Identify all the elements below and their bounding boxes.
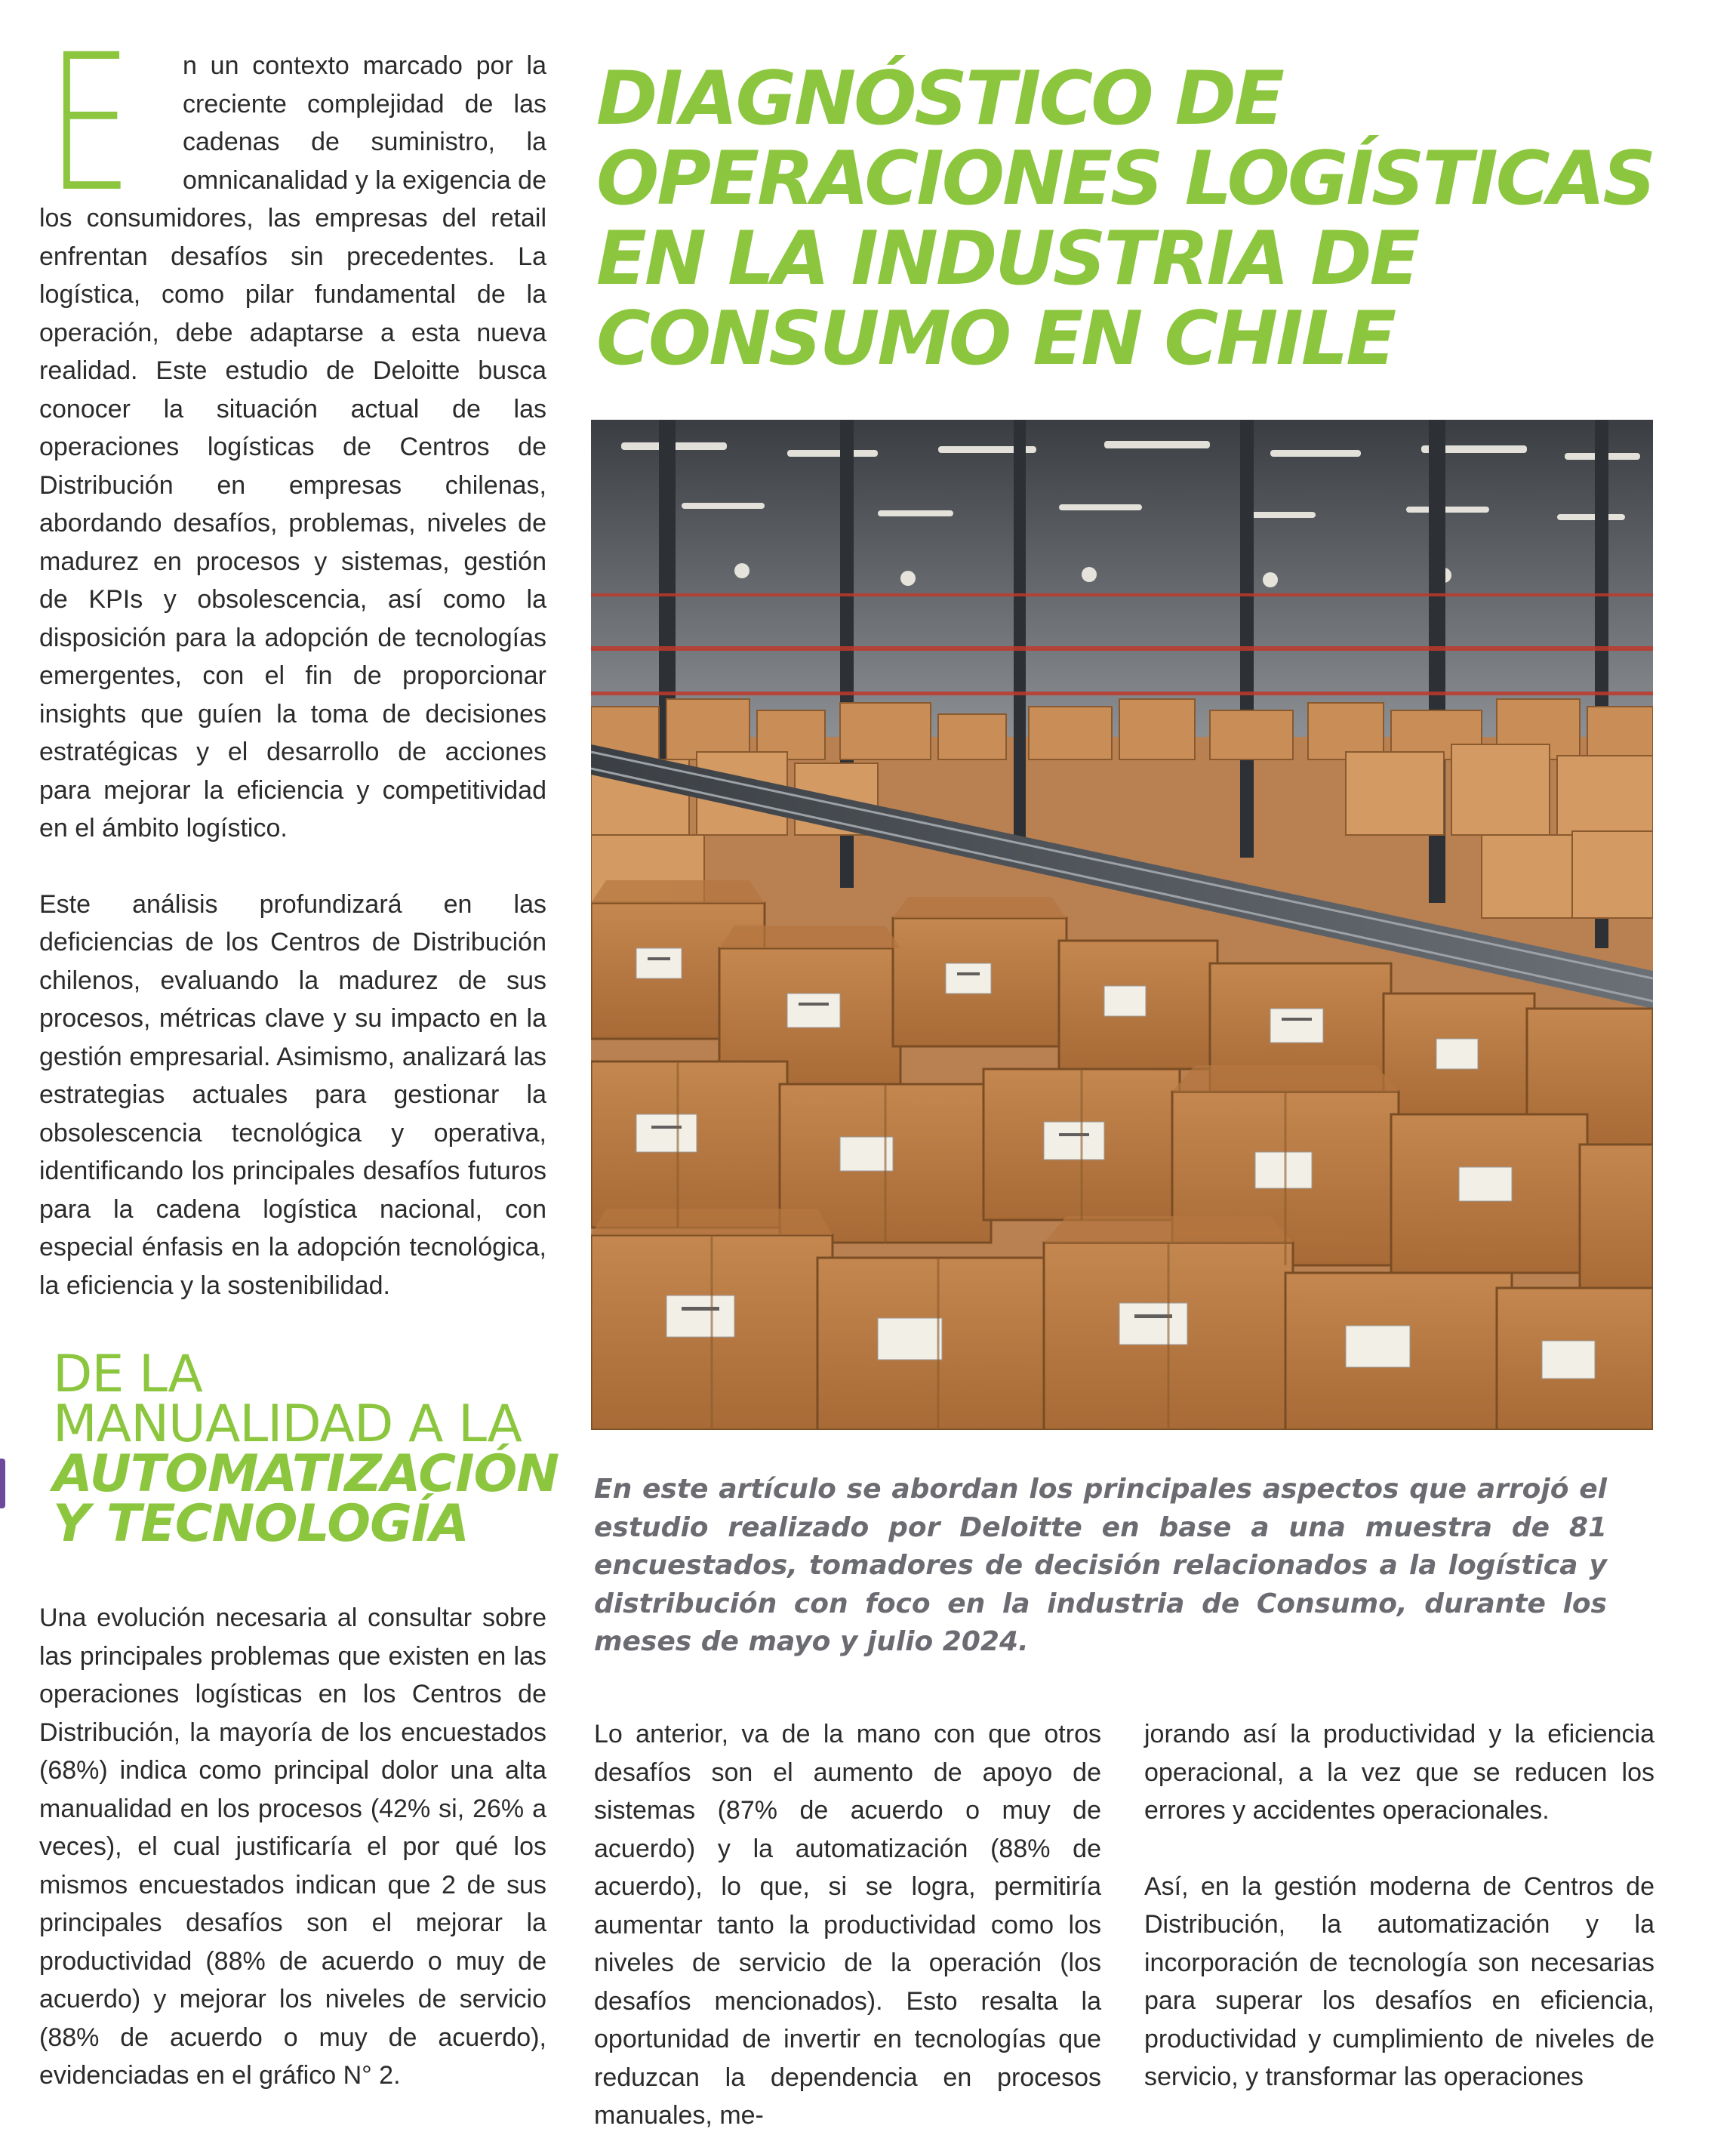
lead-paragraph: En este artículo se abordan los principales aspectos que arrojó el estudio realizado por Deloitte en base a una muestra de 81 encuestados, tomadores de decisión relacionados a la logística y distribución con foco en la industria de Consumo, durante los meses de mayo y julio 2024. — [594, 1474, 1607, 1657]
warehouse-photo — [591, 420, 1653, 1430]
warehouse-illustration — [591, 420, 1653, 1430]
drop-cap: E — [47, 14, 128, 233]
section-column — [39, 1599, 546, 2095]
section-heading-line-4: Y TECNOLOGÍA — [53, 1494, 469, 1554]
article-title — [596, 56, 1691, 382]
intro-paragraph-1-text: n un contexto marcado por la creciente complejidad de las cadenas de suministro, la omnicanalidad y la exigencia de los consumidores, las empresas del retail enfrentan desafíos sin precedentes. La logística, como pilar fundamental de la operación, debe adaptarse a esta nueva realidad. Este estudio de Deloitte busca conocer la situación actual de las operaciones logísticas de Centros de Distribución en empresas chilenas, abordando desafíos, problemas, niveles de madurez en procesos y sistemas, gestión de KPIs y obsolescencia, así como la disposición para la adopción de tecnologías emergentes, con el fin de proporcionar insights que guíen la toma de decisiones estratégicas y el desarrollo de acciones para mejorar la eficiencia y competitividad en el ámbito logístico. — [39, 51, 546, 843]
intro-paragraph-1 — [39, 14, 546, 848]
section-paragraph: Una evolución necesaria al consultar sobre las principales problemas que existen en las operaciones logísticas en los Centros de Distribución, la mayoría de los encuestados (68%) indica como principal dolor una alta manualidad en los procesos (42% si, 26% a veces), el cual justificaría el por qué los mismos encuestados indican que 2 de sus principales desafíos son el mejorar la productividad (88% de acuerdo o muy de acuerdo) y mejorar los niveles de servicio (88% de acuerdo o muy de acuerdo), evidenciadas en el gráfico N° 2. — [39, 1604, 546, 2090]
body-column-middle — [594, 1715, 1101, 2135]
article-title-line-3: EN LA INDUSTRIA DE — [596, 216, 1418, 302]
section-heading — [53, 1345, 566, 1554]
right-paragraph-2: Así, en la gestión moderna de Centros de Distribución, la automatización y la incorporación de tecnología son necesarias para superar los desafíos en eficiencia, productividad y cumplimiento de niveles de servicio, y transformar las operaciones — [1144, 1872, 1654, 2091]
right-paragraph-1: jorando así la productividad y la eficiencia operacional, a la vez que se reducen los errores y accidentes operacionales. — [1144, 1720, 1654, 1825]
section-heading-line-2: MANUALIDAD A LA — [53, 1394, 522, 1454]
article-title-line-2: OPERACIONES LOGÍSTICAS — [596, 136, 1654, 222]
body-column-right — [1144, 1715, 1654, 2096]
page-edge-tab — [0, 1459, 5, 1508]
intro-paragraph-2: Este análisis profundizará en las deficiencias de los Centros de Distribución chilenos, evaluando la madurez de sus procesos, métricas clave y su impacto en la gestión empresarial. Asimismo, analizará las estrategias actuales para gestionar la obsolescencia tecnológica y operativa, identificando los principales desafíos futuros para la cadena logística nacional, con especial énfasis en la adopción tecnológica, la eficiencia y la sostenibilidad. — [39, 889, 546, 1300]
section-heading-line-1: DE LA — [53, 1345, 202, 1404]
article-title-line-4: CONSUMO EN CHILE — [596, 296, 1395, 382]
section-heading-line-3: AUTOMATIZACIÓN — [53, 1444, 559, 1504]
middle-paragraph: Lo anterior, va de la mano con que otros desafíos son el aumento de apoyo de sistemas (87% de acuerdo o muy de acuerdo) y la automatización (88% de acuerdo), lo que, si se logra, permitiría aumentar tanto la productividad como los niveles de servicio de la operación (los desafíos mencionados). Esto resalta la oportunidad de invertir en tecnologías que reduzcan la dependencia en procesos manuales, me- — [594, 1720, 1101, 2130]
article-title-line-1: DIAGNÓSTICO DE — [596, 56, 1282, 142]
intro-column — [39, 14, 546, 1305]
